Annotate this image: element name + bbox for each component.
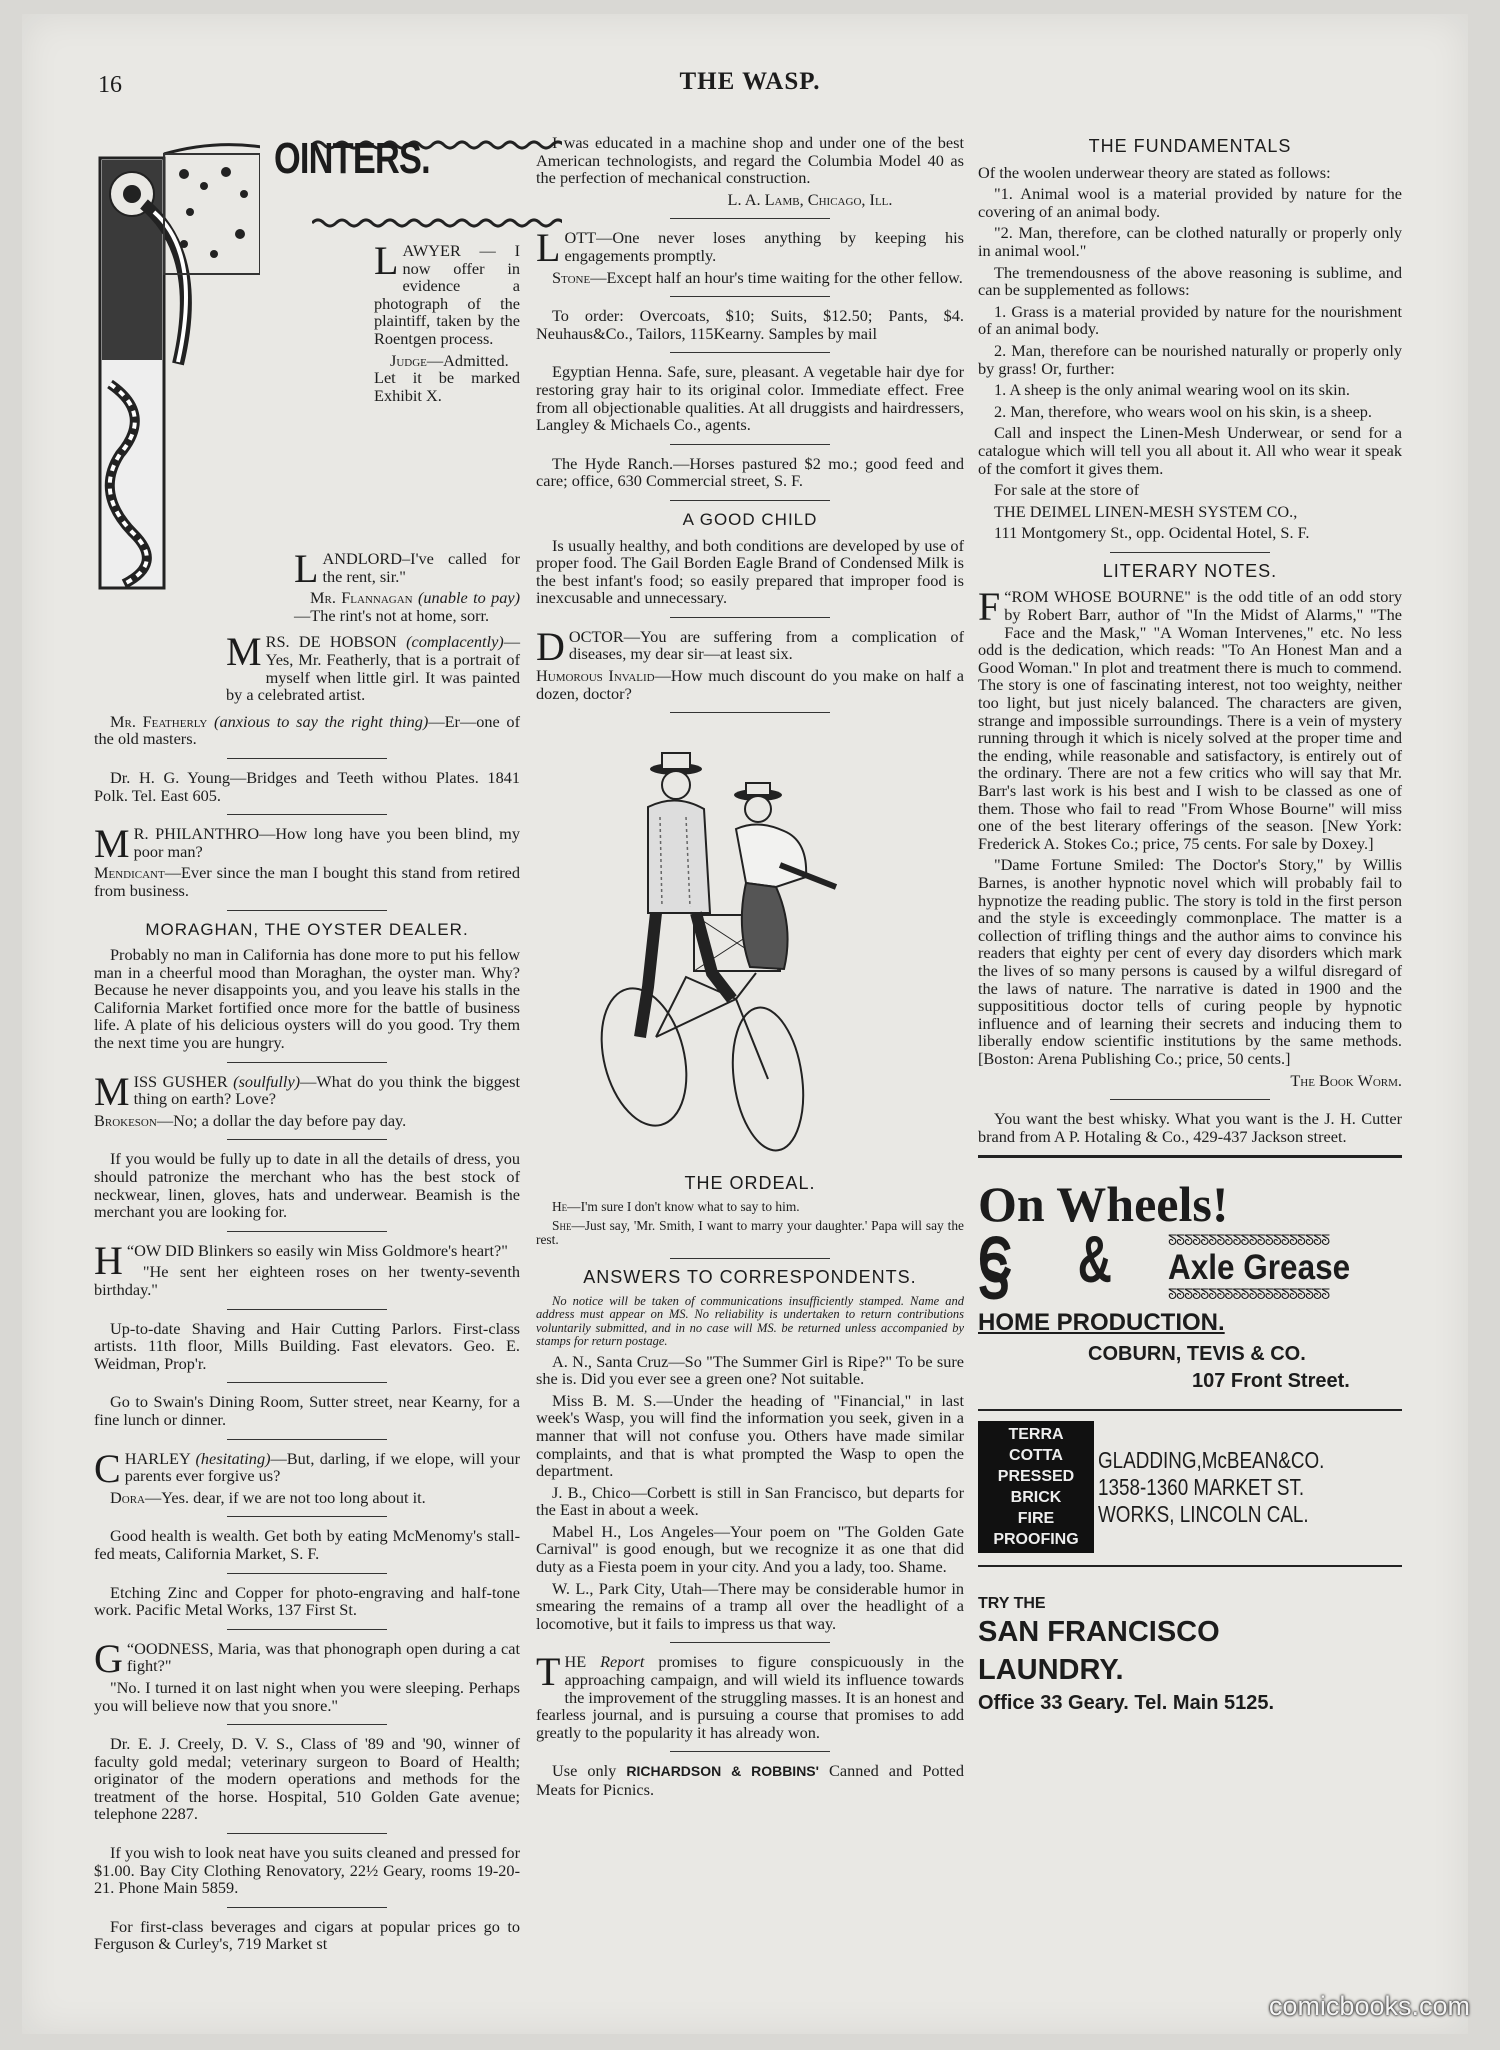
beamish-ad: If you would be fully up to date in all the details of dress, you should patronize the merchant who has the best stock of neckwear, linen, gloves, hats and underwear. Beamish is the merchant you are looking for. (94, 1149, 520, 1222)
pointers-title: OINTERS. (274, 134, 430, 183)
doctor-item: DOCTOR—You are suffering from a complication of diseases, my dear sir—at least six. Humorous Invalid—How much discount do you make on half a dozen, doctor? (536, 623, 964, 703)
young-ad: Dr. H. G. Young—Bridges and Teeth withou Plates. 1841 Polk. Tel. East 605. (94, 767, 520, 805)
answer-mabel: Mabel H., Los Angeles—Your poem on "The Golden Gate Carnival" is good enough, but we recognize it as one that did duty as a Fiesta poem in your city. And you a lady, too. Shame. (536, 1521, 964, 1577)
tandem-bicycle-illustration (536, 737, 964, 1157)
good-child-text: Is usually healthy, and both conditions are developed by use of proper food. The Gail Borden Eagle Brand of Condensed Milk is the best infant's food; so easily prepared that improper food is inexcusable and unnecessary. (536, 535, 964, 608)
greek-key-top: ᘕᘕᘕᘕᘕᘕᘕᘕᘕᘕᘕᘕᘕᘕᘕᘕᘕᘕᘕᘕ (1168, 1233, 1330, 1250)
sf-laundry-line2: LAUNDRY. (978, 1653, 1124, 1686)
greek-key-bottom: ᘕᘕᘕᘕᘕᘕᘕᘕᘕᘕᘕᘕᘕᘕᘕᘕᘕᘕᘕᘕ (1168, 1287, 1330, 1304)
answers-heading: ANSWERS TO CORRESPONDENTS. (583, 1266, 917, 1287)
lamb-testimonial: I was educated in a machine shop and under one of the best American technologists, and regard the Columbia Model 40 as the perfection of mechanical construction. (536, 133, 964, 188)
wavy-rule-bottom (312, 218, 562, 228)
lawyer-item: LAWYER — I now offer in evidence a photograph of the plaintiff, taken by the Roentgen process. Judge—Admitted. Let it be marked Exhibit X. (374, 238, 520, 405)
column-1 (94, 134, 520, 1957)
whisky-ad: You want the best whisky. What you want is the J. H. Cutter brand from A P. Hotaling & Co., 429-437 Jackson street. (978, 1109, 1402, 1146)
hobson-reply: Mr. Featherly (anxious to say the right thing)—Er—one of the old masters. (94, 711, 520, 749)
report-item: THE Report promises to figure conspicuously in the approaching campaign, and will wield its influence towards the improvement of the struggling masses. It is an honest and fearless journal, and is pursuing a course that promises to add greatly to the popularity it has already won. (536, 1649, 965, 1742)
charley-item: CHARLEY (hesitating)—But, darling, if we elope, will your parents ever forgive us? Dora—Yes. dear, if we are not too long about it. (94, 1445, 520, 1507)
gusher-item: MISS GUSHER (soulfully)—What do you think the biggest thing on earth? Love? Brokeson—No; a dollar the day before pay day. (94, 1068, 520, 1130)
lamb-signature: L. A. Lamb, Chicago, Ill. (727, 189, 893, 209)
sf-laundry-line1: SAN FRANCISCO (978, 1615, 1220, 1648)
answer-wl: W. L., Park City, Utah—There may be considerable humor in smearing the remains of a tramp all over the headlight of a locomotive, but it fails to impress us that way. (536, 1578, 964, 1633)
coburn-tevis: COBURN, TEVIS & CO. (1088, 1342, 1306, 1365)
good-child-heading: A GOOD CHILD (682, 509, 818, 529)
terra-cotta-box: TERRA COTTA PRESSED BRICK FIRE PROOFING (978, 1421, 1094, 1553)
moraghan-heading: MORAGHAN, THE OYSTER DEALER. (145, 919, 469, 939)
page-number: 16 (98, 72, 122, 98)
answers-notice: No notice will be taken of communications insufficiently stamped. Name and address must appear on MS. No reliability is undertaken to return contributions voluntarily submitted, and in no case will MS. be returned unless accompanied by stamps for return postage. (536, 1293, 964, 1349)
etching-ad: Etching Zinc and Copper for photo-engraving and half-tone work. Pacific Metal Works, 137 First St. (94, 1582, 520, 1620)
try-the: TRY THE (978, 1595, 1046, 1613)
answer-an: A. N., Santa Cruz—So "The Summer Girl is Ripe?" To be sure she is. Did you ever see a green one? Not suitable. (536, 1351, 964, 1389)
cs-logo: C & S (978, 1221, 1115, 1314)
ordeal-he: He—I'm sure I don't know what to say to him. (552, 1199, 800, 1215)
answer-jb: J. B., Chico—Corbett is still in San Francisco, but departs for the East in about a week. (536, 1482, 964, 1520)
hobson-item: MRS. DE HOBSON (complacently)—Yes, Mr. Featherly, that is a portrait of myself when little girl. It was painted by a celebrated artist. (226, 629, 520, 705)
literary-notes-heading: LITERARY NOTES. (1102, 560, 1278, 581)
landlord-item: LANDLORD–I've called for the rent, sir." Mr. Flannagan (unable to pay)—The rint's not at home, sorr. (294, 546, 521, 625)
creely-ad: Dr. E. J. Creely, D. V. S., Class of '89 and '90, winner of faculty gold medal; veterinary surgeon to Board of Health; originator of the modern operations and methods for the treatment of the horse. Hospital, 510 Golden Gate avenue; telephone 2287. (94, 1734, 520, 1824)
bay-city-ad: If you wish to look neat have you suits cleaned and pressed for $1.00. Bay City Clothing Renovatory, 22½ Geary, rooms 19-20-21. Phone Main 5859. (94, 1843, 520, 1898)
ferguson-ad: For first-class beverages and cigars at popular prices go to Ferguson & Curley's, 719 Market st (94, 1916, 520, 1954)
goodness-item: “ G OODNESS, Maria, was that phonograph open during a cat fight?" "No. I turned it on last night when you were sleeping. Perhaps you will believe now that you snore." (94, 1635, 520, 1715)
swain-ad: Go to Swain's Dining Room, Sutter street, near Kearny, for a fine lunch or dinner. (94, 1392, 520, 1429)
literary-note-1: “ F ROM WHOSE BOURNE" is the odd title of an odd story by Robert Barr, author of "In the Midst of Alarms," "The Face and the Mask," "A Woman Intervenes," etc. No less odd is the dedication, which reads: "To An Honest Man and a Good Woman." In plot and treatment there is much to commend. The story is one of fascinating interest, not too weighty, neither too light, but just nicely balanced. The characters are given, strange and impossible surroundings. There is a vein of mystery running through it which is nicely solved at the proper time and the ending, while reasonable and satisfactory, is entirely out of the ordinary. There are not a few critics who will say that Mr. Barr's last work is his best and I wish to be classed as one of them. Those who fail to read "From Whose Bourne" will miss one of the best literary offerings of the season. [New York: Frederick A. Stokes Co.; price, 75 cents. For sale by Doxey.] (978, 584, 1402, 853)
fundamentals-heading: THE FUNDAMENTALS (1088, 136, 1292, 156)
henna-ad: Egyptian Henna. Safe, sure, pleasant. A vegetable hair dye for restoring gray hair to its original color. Immediate effect. Free from all objectionable qualities. At all druggists and hairdressers, Langley & Michaels Co., agents. (536, 362, 964, 435)
philanthro-item: M R. PHILANTHRO—How long have you been blind, my poor man? Mendicant—Ever since the man I bought this stand from retired from business. (94, 821, 520, 900)
decorative-p-initial (94, 134, 260, 596)
masthead: THE WASP. (679, 68, 821, 95)
neuhaus-ad: To order: Overcoats, $10; Suits, $12.50; Pants, $4. Neuhaus&Co., Tailors, 115Kearny. Samples by mail (536, 306, 964, 343)
laundry-office: Office 33 Geary. Tel. Main 5125. (978, 1691, 1275, 1714)
moraghan-text: Probably no man in California has done more to put his fellow man in a cheerful mood than Moraghan, the oyster man. Why? Because he never disappoints you, and you leave his stalls in the California Market fortified once more for the battle of business life. A plate of his delicious oysters will do you good. Try them the next time you are hungry. (94, 945, 520, 1053)
watermark: comicbooks.com (1268, 1991, 1470, 2021)
ordeal-she: She—Just say, 'Mr. Smith, I want to marry your daughter.' Papa will say the rest. (536, 1217, 964, 1248)
axle-grease-ad: C & S ᘕᘕᘕᘕᘕᘕᘕᘕᘕᘕᘕᘕᘕᘕᘕᘕᘕᘕᘕᘕ Axle Grease ᘕᘕᘕᘕᘕᘕᘕᘕᘕᘕᘕᘕᘕᘕᘕᘕᘕᘕᘕᘕ (978, 1234, 1402, 1302)
ordeal-caption: THE ORDEAL. (684, 1172, 816, 1193)
lott-item: LOTT—One never loses anything by keeping his engagements promptly. Stone—Except half an hour's time waiting for the other fellow. (536, 225, 964, 287)
literary-note-2: "Dame Fortune Smiled: The Doctor's Story," by Willis Barnes, is another hypnotic novel which will probably fail to hypnotize the reading public. The story is told in the first person and the style is exceedingly commonplace. The matter is a collection of trifling things and the author aims to convince his readers that eighty per cent of every day disorders which mark the lives of so many persons is caused by a wilful disregard of the laws of nature. The narrative is dated in 1900 and the supposititious doctor tells of curing people by hypnotic influence and of learning their secrets and inducing them to liberally endow scientific institutions by the same methods. [Boston: Arena Publishing Co.; price, 50 cents.] (978, 855, 1402, 1068)
column-2 (536, 134, 964, 1803)
menomy-ad: Good health is wealth. Get both by eating McMenomy's stall-fed meats, California Market, S. F. (94, 1526, 520, 1563)
pointers-heading-block (94, 134, 520, 604)
gladding-mcbean-ad: TERRA COTTA PRESSED BRICK FIRE PROOFING GLADDING,McBEAN&CO. 1358-1360 MARKET ST. WORKS, LINCOLN CAL. (978, 1421, 1402, 1553)
hyde-ranch-ad: The Hyde Ranch.—Horses pastured $2 mo.; good feed and care; office, 630 Commercial street, S. F. (536, 453, 964, 491)
home-production: HOME PRODUCTION. (978, 1309, 1225, 1337)
book-worm-signature: The Book Worm. (1290, 1070, 1402, 1090)
weidman-ad: Up-to-date Shaving and Hair Cutting Parlors. First-class artists. 11th floor, Mills Building. Fast elevators. Geo. E. Weidman, Prop'r. (94, 1318, 520, 1373)
richardson-ad: Use only RICHARDSON & ROBBINS' Canned and Potted Meats for Picnics. (536, 1761, 964, 1799)
front-street: 107 Front Street. (1192, 1370, 1350, 1393)
answer-bms: Miss B. M. S.—Under the heading of "Financial," in last week's Wasp, you will find the information you seek, given in a manner that will not confuse you. Others have made similar complaints, and that is what prompted the Wasp to open the department. (536, 1390, 964, 1481)
on-wheels-heading: On Wheels! (978, 1176, 1229, 1233)
blinkers-item: “ H OW DID Blinkers so easily win Miss Goldmore's heart?" "He sent her eighteen roses on her twenty-seventh birthday." (94, 1237, 520, 1299)
column-3: THE FUNDAMENTALS Of the woolen underwear theory are stated as follows: "1. Animal wool is a material provided by nature for the covering of an animal body. "2. Man, therefore, can be clothed naturally or properly only in animal wool." The tremendousness of the above reasoning is sublime, and can be supplemented as follows: 1. Grass is a material provided by nature for the nourishment of an animal body. 2. Man, therefore can be nourished naturally or properly only by grass! Or, further: 1. A sheep is the only animal wearing wool on its skin. 2. Man, therefore, who wears wool on his skin, is a sheep. Call and inspect the Linen-Mesh Underwear, or send for a catalogue which will tell you all about it. All who wear it speak of the comfort it gives them. For sale at the store of THE DEIMEL LINEN-MESH SYSTEM CO., 111 Montgomery St., opp. Ocidental Hotel, S. F. LITERARY NOTES. “ F ROM WHOSE BOURNE" is the odd title of an odd story by Robert Barr, author of "In the Midst of Alarms," "The Face and the Mask," "A Woman Intervenes," etc. No less odd is the dedication, which reads: "To An Honest Man and a Good Woman." In plot and treatment there is much to commend. The story is one of fascinating interest, not too weighty, neither too light, but just nicely balanced. The characters are given, strange and impossible surroundings. There is a vein of mystery running through it which is nicely solved at the proper time and the ending, while reasonable and satisfactory, is entirely out of the ordinary. There are not a few critics who will say that Mr. Barr's last work is his best and I wish to be classed as one of them. Those who fail to read "From Whose Bourne" will miss one of the best literary offerings of the season. [New York: Frederick A. Stokes Co.; price, 75 cents. For sale by Doxey.] "Dame Fortune Smiled: The Doctor's Story," by Willis Barnes, is another hypnotic novel which will probably fail to hypnotize the reading public. The story is told in the first person and the style is exceedingly commonplace. The matter is a collection of trifling things and the author aims to convince his readers that eighty per cent of every day disorders which mark the lives of so many persons is caused by a wilful disregard of the laws of nature. The narrative is dated in 1900 and the supposititious doctor tells of curing people by hypnotic influence and of learning their secrets and inducing them to liberally endow scientific institutions by the same methods. [Boston: Arena Publishing Co.; price, 50 cents.] The Book Worm. You want the best whisky. What you want is the J. H. Cutter brand from A P. Hotaling & Co., 429-437 Jackson street. On Wheels! C & S ᘕᘕᘕᘕᘕᘕᘕᘕᘕᘕᘕᘕᘕᘕᘕᘕᘕᘕᘕᘕ Axle Grease ᘕᘕᘕᘕᘕᘕᘕᘕᘕᘕᘕᘕᘕᘕᘕᘕᘕᘕᘕᘕ HOME PRODUCTION. COBURN, TEVIS & CO. 107 Front Street. TERRA COTTA PRESSED BRICK FIRE PROOFING GLADDING,McBEAN&CO. 1358-1360 MARKET ST. WORKS, LINCOLN CAL. TRY THE SAN FRANCISCO LAUNDRY. Office 33 Geary. Tel. Main 5125. (978, 136, 1402, 1714)
